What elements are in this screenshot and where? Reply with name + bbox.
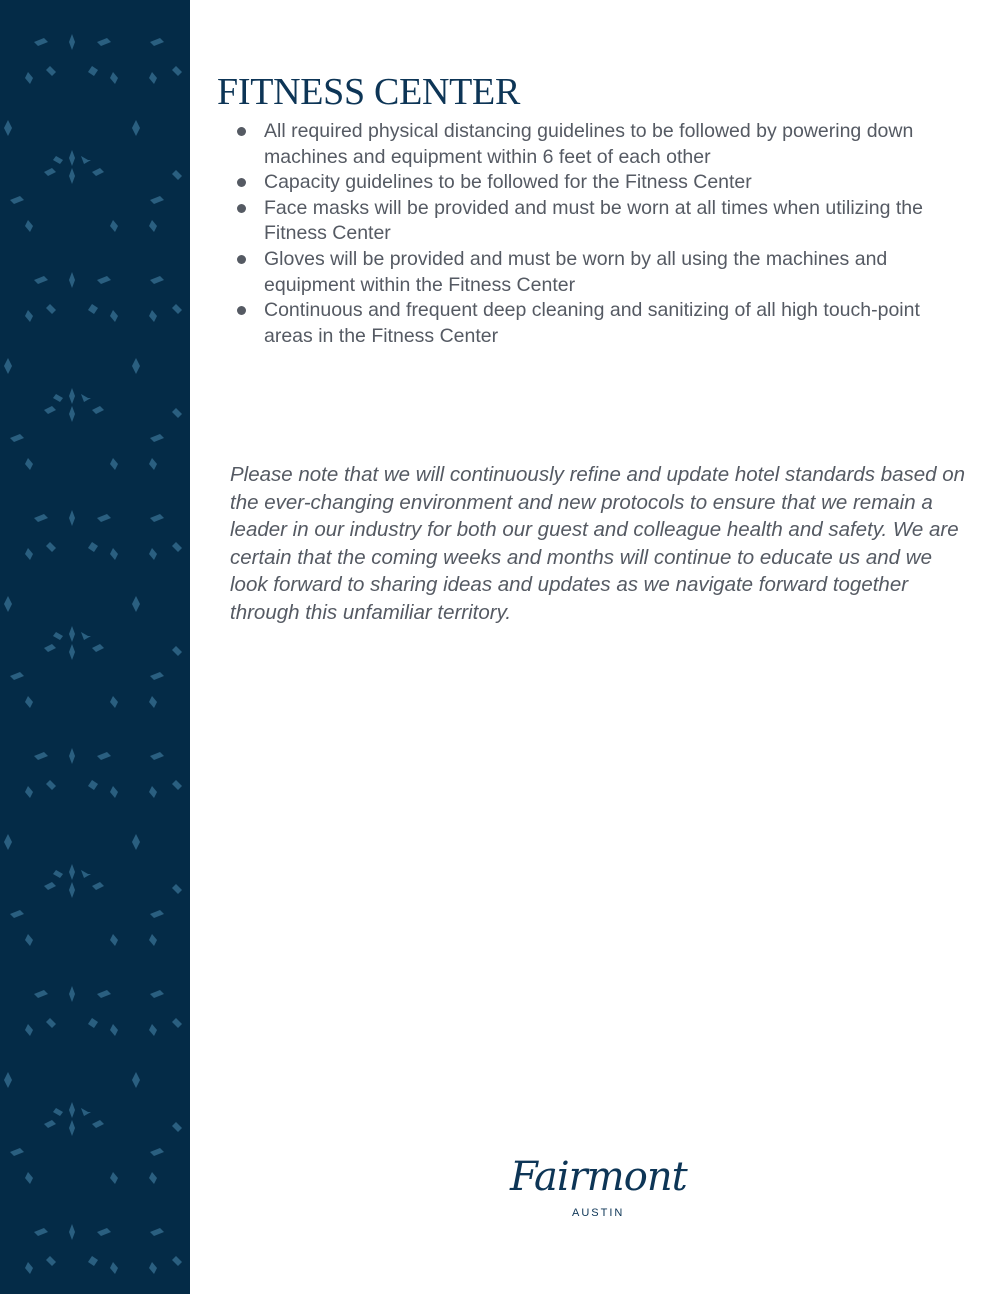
list-item-text: Gloves will be provided and must be worn by all using the machines and equipment within the Fitness Center: [264, 247, 888, 296]
logo-location: AUSTIN: [572, 1207, 625, 1219]
guidelines-list: [264, 119, 964, 349]
list-item-text: Capacity guidelines to be followed for the Fitness Center: [264, 171, 752, 194]
list-item-text: All required physical distancing guidelines to be followed by powering down machines and equipment within 6 feet of each other: [264, 120, 914, 168]
bullet-icon: [237, 306, 246, 315]
bullet-icon: [237, 127, 246, 136]
list-item-text: Face masks will be provided and must be worn at all times when utilizing the Fitness Center: [264, 196, 923, 245]
list-item: [264, 119, 964, 170]
page-title: FITNESS CENTER: [217, 71, 520, 113]
list-item: [264, 170, 964, 196]
bullet-icon: [237, 255, 246, 264]
closing-note: Please note that we will continuously refine and update hotel standards based on the ever-changing environment and new protocols to ensure that we remain a leader in our industry for both our guest and colleague health and safety. We are certain that the coming weeks and months will continue to educate us and we look forward to sharing ideas and updates as we navigate forward together through this unfamiliar territory.: [230, 463, 966, 624]
bullet-icon: [237, 204, 246, 213]
list-item: [264, 247, 964, 298]
bullet-icon: [237, 178, 246, 187]
decorative-sidebar: [0, 0, 190, 1294]
logo-wordmark: Fairmont: [510, 1154, 687, 1200]
list-item: [264, 298, 964, 349]
sidebar-pattern: [0, 0, 190, 1294]
fairmont-logo: [500, 1145, 690, 1225]
list-item: [264, 196, 964, 247]
list-item-text: Continuous and frequent deep cleaning and sanitizing of all high touch-point areas in the Fitness Center: [264, 299, 920, 347]
